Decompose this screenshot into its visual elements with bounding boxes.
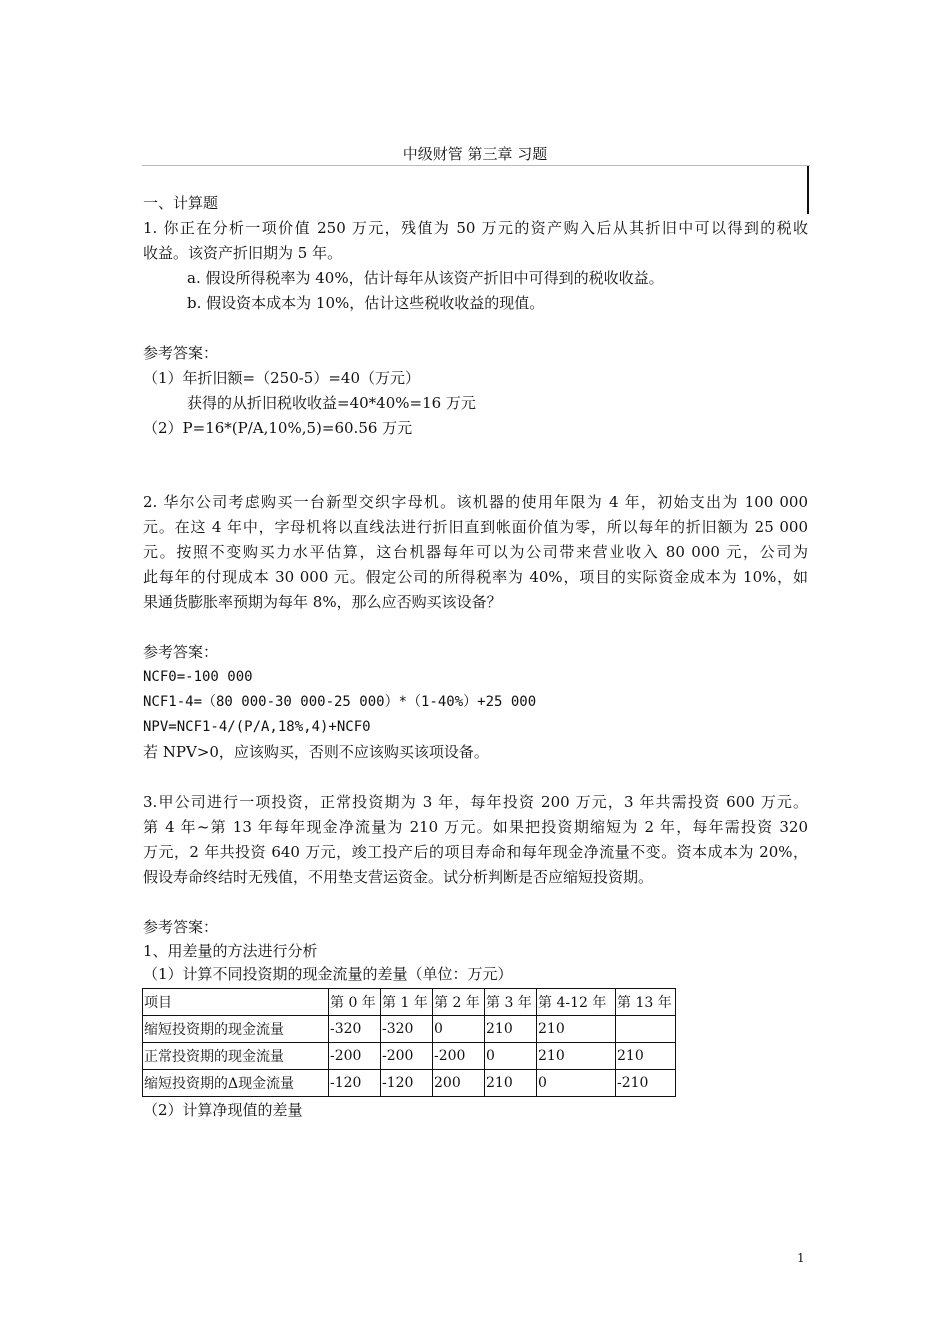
table-cell: -320 [381, 1016, 433, 1043]
table-cell: 缩短投资期的Δ现金流量 [143, 1070, 329, 1097]
q1-line-2: 收益。该资产折旧期为 5 年。 [143, 244, 343, 262]
q1-answer-1: （1）年折旧额=（250-5）=40（万元） [143, 369, 421, 387]
table-cell: 210 [616, 1043, 676, 1070]
q2-answer-2: NCF1-4=（80 000-30 000-25 000）*（1-40%）+25 000 [143, 694, 537, 710]
q3-answer-2: （1）计算不同投资期的现金流量的差量（单位：万元） [143, 965, 513, 983]
table-cell: -320 [329, 1016, 381, 1043]
table-cell: -200 [329, 1043, 381, 1070]
q1-item-a: a. 假设所得税率为 40%，估计每年从该资产折旧中可得到的税收收益。 [187, 269, 664, 287]
q2-line-2: 元。在这 4 年中，字母机将以直线法进行折旧直到帐面价值为零，所以每年的折旧额为 25 000 [143, 518, 808, 536]
q3-line-3: 万元，2 年共投资 640 万元，竣工投产后的项目寿命和每年现金净流量不变。资本成本为 20%， [143, 843, 808, 861]
table-row [143, 1043, 676, 1070]
q3-answer-1: 1、用差量的方法进行分析 [143, 942, 318, 960]
table-header-cell: 第 1 年 [381, 989, 433, 1016]
table-cell: -200 [381, 1043, 433, 1070]
table-cell: 缩短投资期的现金流量 [143, 1016, 329, 1043]
page-number: 1 [797, 1251, 805, 1265]
table-header-row [143, 989, 676, 1016]
table-cell: -120 [381, 1070, 433, 1097]
q1-answer-3: （2）P=16*(P/A,10%,5)=60.56 万元 [143, 419, 413, 437]
table-cell: -120 [329, 1070, 381, 1097]
q2-line-5: 果通货膨胀率预期为每年 8%，那么应否购买该设备？ [143, 593, 502, 611]
q2-answer-label: 参考答案： [143, 643, 219, 661]
q2-line-3: 元。按照不变购买力水平估算，这台机器每年可以为公司带来营业收入 80 000 元，公司为 [143, 543, 808, 561]
q2-answer-4: 若 NPV>0，应该购买，否则不应该购买该项设备。 [143, 743, 489, 761]
q3-line-2: 第 4 年~第 13 年每年现金净流量为 210 万元。如果把投资期缩短为 2 年，每年需投资 320 [143, 818, 808, 836]
q1-answer-label: 参考答案： [143, 344, 219, 362]
table-cell: 0 [485, 1043, 537, 1070]
table-cell: -210 [616, 1070, 676, 1097]
q1-line-1: 1. 你正在分析一项价值 250 万元，残值为 50 万元的资产购入后从其折旧中可以得到的税收 [143, 219, 808, 237]
q2-answer-3: NPV=NCF1-4/(P/A,18%,4)+NCF0 [143, 719, 371, 735]
q3-answer-label: 参考答案： [143, 918, 219, 936]
q2-line-4: 此每年的付现成本 30 000 元。假定公司的所得税率为 40%，项目的实际资金成本为 10%，如 [143, 568, 808, 586]
table-cell: 0 [433, 1016, 485, 1043]
q3-answer-3: （2）计算净现值的差量 [143, 1101, 303, 1119]
table-header-cell: 第 3 年 [485, 989, 537, 1016]
header-rule [142, 165, 810, 166]
table-cell [616, 1016, 676, 1043]
table-cell: 210 [537, 1016, 616, 1043]
table-row [143, 1070, 676, 1097]
q1-answer-2: 获得的从折旧税收收益=40*40%=16 万元 [187, 394, 476, 412]
q1-item-b: b. 假设资本成本为 10%，估计这些税收收益的现值。 [187, 294, 545, 312]
table-cell: 210 [485, 1016, 537, 1043]
table-cell: 200 [433, 1070, 485, 1097]
table-cell: 正常投资期的现金流量 [143, 1043, 329, 1070]
section-heading: 一、计算题 [143, 194, 219, 212]
q2-line-1: 2. 华尔公司考虑购买一台新型交织字母机。该机器的使用年限为 4 年，初始支出为 100 000 [143, 493, 808, 511]
q2-answer-1: NCF0=-100 000 [143, 669, 253, 685]
table-cell: 0 [537, 1070, 616, 1097]
table-header-cell: 第 13 年 [616, 989, 676, 1016]
cash-flow-table [142, 988, 676, 1097]
q3-line-1: 3.甲公司进行一项投资，正常投资期为 3 年，每年投资 200 万元，3 年共需投资 600 万元。 [143, 793, 808, 811]
table-header-cell: 项目 [143, 989, 329, 1016]
page-title: 中级财管 第三章 习题 [402, 145, 548, 163]
table-header-cell: 第 4-12 年 [537, 989, 616, 1016]
text-cursor-bar [807, 166, 809, 214]
table-header-cell: 第 0 年 [329, 989, 381, 1016]
table-cell: 210 [537, 1043, 616, 1070]
table-header-cell: 第 2 年 [433, 989, 485, 1016]
table-cell: 210 [485, 1070, 537, 1097]
table-row [143, 1016, 676, 1043]
q3-line-4: 假设寿命终结时无残值，不用垫支营运资金。试分析判断是否应缩短投资期。 [143, 868, 654, 886]
table-cell: -200 [433, 1043, 485, 1070]
